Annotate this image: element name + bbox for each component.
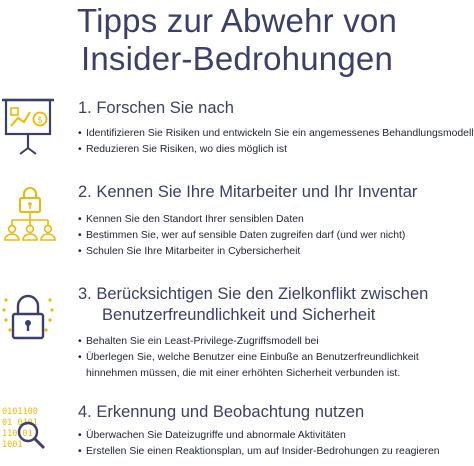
binary-text: 1001 [2, 440, 23, 450]
binary-text: 0101100 [2, 407, 38, 417]
tip-bullet: • Erstellen Sie einen Reaktionsplan, um auf Insider-Bedrohungen zu reagieren [78, 444, 440, 460]
tip-heading-3 [78, 284, 428, 326]
tip-bullet-list-4 [78, 428, 440, 460]
tip-bullet-list-1 [78, 126, 474, 158]
lock-network-icon [0, 184, 62, 246]
page-title-line-2: Insider-Bedrohungen [80, 40, 393, 77]
tip-bullet: • Identifizieren Sie Risiken und entwickeln Sie ein angemessenes Behandlungsmodell [78, 126, 474, 142]
tip-heading-1: 1. Forschen Sie nach [78, 99, 234, 117]
padlock-icon [0, 288, 62, 350]
binary-magnifier-icon [0, 404, 62, 466]
tip-bullet: • Reduzieren Sie Risiken, wo dies möglich ist [78, 142, 474, 158]
tip-bullet: • Bestimmen Sie, wer auf sensible Daten zugreifen darf (und wer nicht) [78, 228, 405, 244]
binary-text: 01 0101 [2, 418, 38, 428]
tip-bullet-list-2 [78, 212, 405, 260]
tip-bullet-list-3 [78, 334, 419, 382]
tip-bullet: • Überlegen Sie, welche Benutzer eine Einbuße an Benutzerfreundlichkeit [78, 350, 419, 366]
tip-bullet: • Schulen Sie Ihre Mitarbeiter in Cybersicherheit [78, 244, 405, 260]
tip-bullet: • Überwachen Sie Dateizugriffe und abnormale Aktivitäten [78, 428, 440, 444]
tip-heading-2: 2. Kennen Sie Ihre Mitarbeiter und Ihr Inventar [78, 183, 418, 201]
tip-heading-4: 4. Erkennung und Beobachtung nutzen [78, 403, 365, 421]
tip-bullet: • Kennen Sie den Standort Ihrer sensiblen Daten [78, 212, 405, 228]
tip-bullet-continuation: hinnehmen müssen, die mit einer erhöhten Sicherheit verbunden ist. [86, 368, 401, 379]
tip-heading-3-line-1: 3. Berücksichtigen Sie den Zielkonflikt zwischen [78, 285, 429, 303]
tip-heading-3-line-2: Benutzerfreundlichkeit und Sicherheit [102, 306, 376, 324]
page-title [0, 2, 474, 78]
tip-bullet: • Behalten Sie ein Least-Privilege-Zugriffsmodell bei [78, 334, 419, 350]
svg-text:$: $ [37, 115, 43, 126]
page-title-line-1: Tipps zur Abwehr von [76, 2, 398, 39]
presentation-board-icon [0, 96, 62, 158]
binary-text: 110 01 [2, 429, 33, 439]
